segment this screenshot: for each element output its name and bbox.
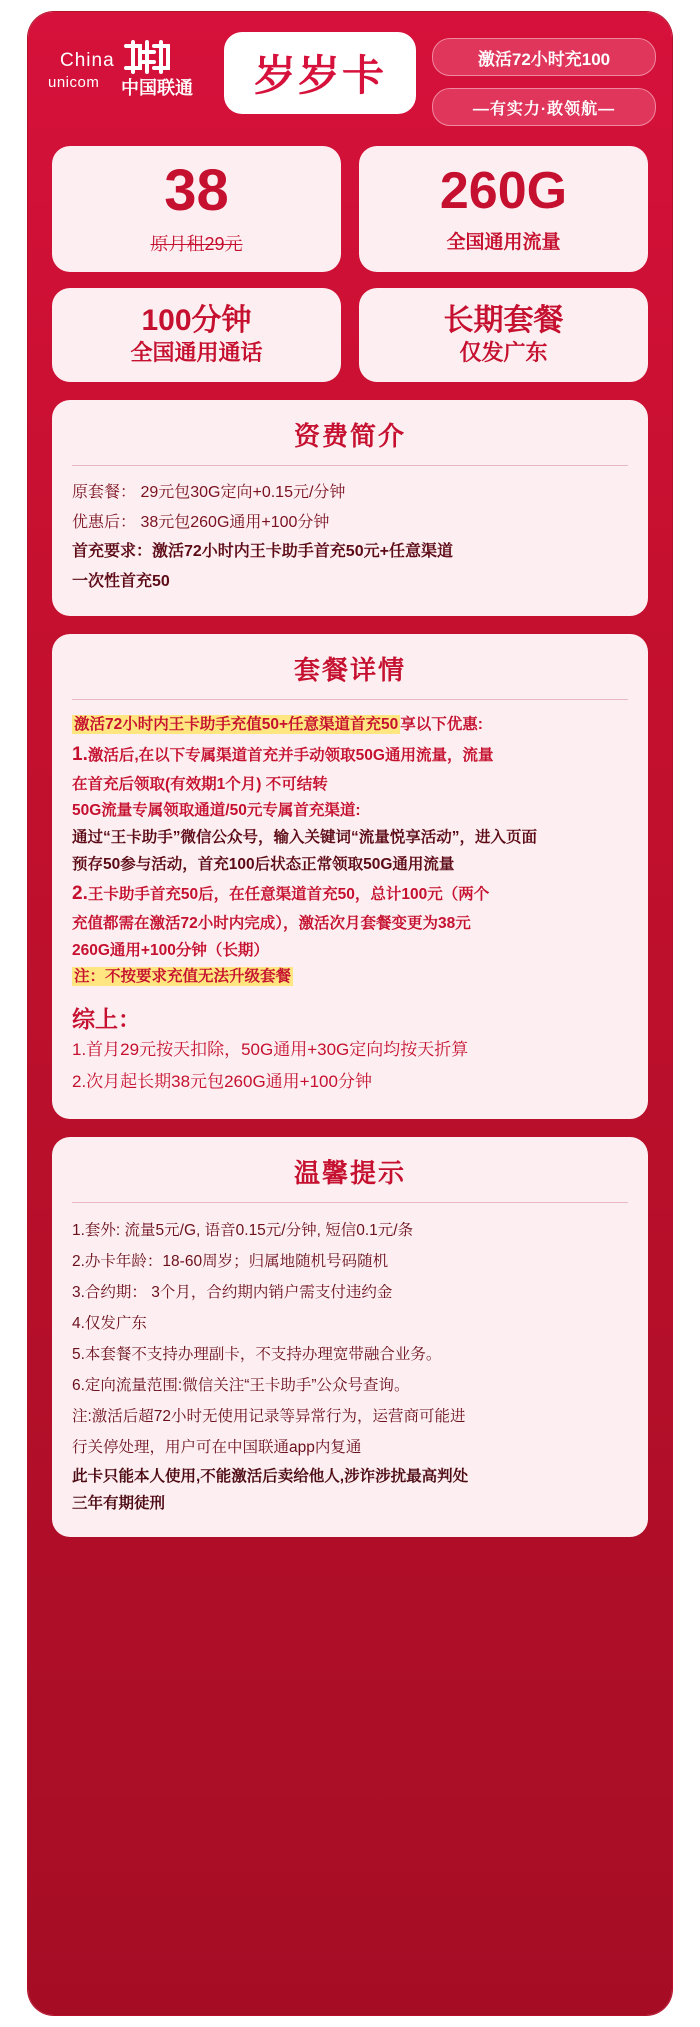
tips-item-3: 3.合约期： 3个月，合约期内销户需支付违约金	[72, 1283, 393, 1301]
card-term	[359, 288, 648, 382]
detail-channel-line1: 通过“王卡助手”微信公众号，输入关键词“流量悦享活动”，进入页面	[72, 829, 538, 847]
product-title: 岁岁卡	[253, 52, 386, 99]
detail-item2-text1: 王卡助手首充50后，在任意渠道首充50，总计100元（两个	[87, 886, 490, 904]
fee-panel	[52, 400, 648, 616]
fee-panel-divider	[72, 465, 628, 466]
detail-item2-number: 2.	[72, 883, 88, 905]
card-minutes	[52, 288, 341, 382]
detail-summary-line2: 2.次月起长期38元包260G通用+100分钟	[72, 1072, 372, 1092]
minutes-label: 全国通用通话	[130, 340, 263, 366]
highlight-row-2	[52, 288, 648, 382]
tips-panel	[52, 1137, 648, 1537]
tips-item-4: 4.仅发广东	[72, 1314, 147, 1332]
detail-item2-line3: 260G通用+100分钟（长期）	[72, 941, 269, 959]
detail-panel-divider	[72, 699, 628, 700]
poster-header	[28, 12, 672, 140]
tips-panel-divider	[72, 1202, 628, 1203]
tips-item-5: 5.本套餐不支持办理副卡，不支持办理宽带融合业务。	[72, 1345, 442, 1363]
minutes-value: 100分钟	[141, 303, 252, 337]
detail-item1-number: 1.	[72, 744, 88, 766]
tips-item-6: 6.定向流量范围:微信关注“王卡助手”公众号查询。	[72, 1376, 410, 1394]
price-original: 原月租29元	[150, 234, 243, 254]
card-price	[52, 146, 341, 272]
data-label: 全国通用流量	[446, 231, 561, 253]
detail-summary-title: 综上：	[72, 1005, 141, 1032]
product-title-box	[224, 32, 416, 114]
tips-panel-title: 温馨提示	[293, 1157, 406, 1188]
detail-item1-line1	[72, 739, 628, 772]
detail-intro-highlight: 激活72小时内王卡助手充值50+任意渠道首充50	[74, 716, 399, 734]
detail-intro	[72, 712, 628, 739]
highlight-cards	[52, 146, 648, 382]
detail-panel	[52, 634, 648, 1118]
fee-panel-title: 资费简介	[293, 421, 406, 451]
detail-channel-line2: 预存50参与活动，首充100后状态正常领取50G通用流量	[72, 855, 455, 873]
detail-channel-title: 50G流量专属领取通道/50元专属首充渠道:	[72, 802, 361, 820]
badge-activation	[432, 38, 656, 76]
highlight-row-1	[52, 146, 648, 272]
logo-chinese-name: 中国联通	[121, 78, 193, 98]
detail-warning-text: 注：不按要求充值无法升级套餐	[74, 968, 292, 986]
unicom-logo	[46, 38, 226, 114]
unicom-knot-icon	[116, 40, 178, 74]
tips-item-1: 1.套外: 流量5元/G, 语音0.15元/分钟, 短信0.1元/条	[72, 1221, 414, 1239]
detail-summary-line1: 1.首月29元按天扣除，50G通用+30G定向均按天折算	[72, 1039, 469, 1059]
tips-item-2: 2.办卡年龄：18-60周岁；归属地随机号码随机	[72, 1252, 389, 1270]
fee-line-recharge-2: 一次性首充50	[72, 572, 170, 590]
detail-item1-text1: 激活后,在以下专属渠道首充并手动领取50G通用流量，流量	[87, 747, 494, 765]
detail-item1-line2: 在首充后领取(有效期1个月) 不可结转	[72, 775, 328, 793]
fee-line-original: 原套餐： 29元包30G定向+0.15元/分钟	[72, 484, 346, 501]
detail-item2-line1	[72, 878, 628, 911]
detail-panel-title: 套餐详情	[293, 655, 406, 686]
detail-intro-tail: 享以下优惠:	[400, 716, 483, 734]
term-label: 仅发广东	[459, 340, 548, 366]
fee-line-recharge-1: 首充要求：激活72小时内王卡助手首充50元+任意渠道	[72, 543, 453, 561]
logo-china-text: China	[60, 50, 115, 71]
tips-note-line2: 行关停处理，用户可在中国联通app内复通	[72, 1438, 362, 1456]
promo-poster	[28, 12, 672, 2015]
data-value: 260G	[439, 161, 568, 220]
fee-line-discount: 优惠后： 38元包260G通用+100分钟	[72, 513, 330, 531]
detail-warning	[72, 964, 628, 991]
card-data	[359, 146, 648, 272]
tips-warning-line1: 此卡只能本人使用,不能激活后卖给他人,涉诈涉扰最高判处	[72, 1467, 469, 1485]
price-value: 38	[164, 158, 229, 223]
badge-slogan	[432, 88, 656, 126]
badge-slogan-label: —有实力·敢领航—	[472, 100, 616, 118]
term-value: 长期套餐	[443, 303, 564, 337]
detail-item2-line2: 充值都需在激活72小时内完成），激活次月套餐变更为38元	[72, 915, 471, 932]
badge-activation-label: 激活72小时充100	[477, 49, 611, 69]
logo-unicom-text: unicom	[48, 74, 100, 91]
tips-note-line1: 注:激活后超72小时无使用记录等异常行为，运营商可能进	[72, 1407, 466, 1425]
tips-warning-line2: 三年有期徒刑	[72, 1494, 166, 1512]
